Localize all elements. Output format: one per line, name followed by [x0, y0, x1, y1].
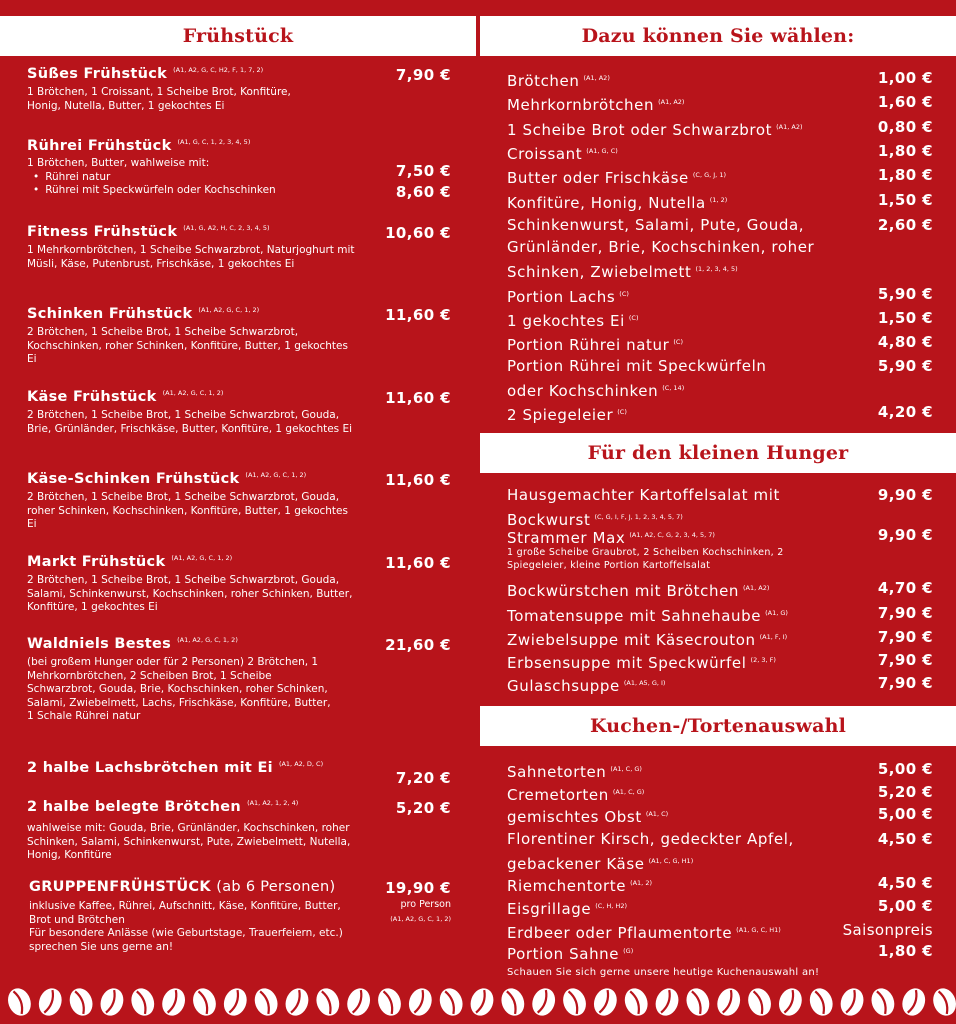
- allergen-codes: (A1, G, C, 1, 2, 3, 4, 5): [177, 138, 251, 146]
- item-name: Hausgemachter Kartoffelsalat mit Bockwurst: [507, 486, 780, 529]
- item-price: 1,50 €: [877, 309, 933, 327]
- item-price: 9,90 €: [877, 486, 933, 504]
- option-list: [33, 171, 457, 198]
- item-name: Strammer Max: [507, 529, 626, 547]
- allergen-codes: (A1, A2): [776, 123, 803, 131]
- allergen-codes: (A1, C): [645, 810, 669, 818]
- item-title: Süßes Frühstück: [27, 66, 168, 82]
- allergen-codes: (C, G, J, 1): [692, 171, 726, 179]
- coffee-bean-icon: [374, 985, 404, 1019]
- allergen-codes: (A1, A2, G, C, H2, F, 1, 7, 2): [173, 66, 264, 74]
- extras-header-title: Dazu können Sie wählen:: [581, 25, 855, 47]
- allergen-codes: (1, 2, 3, 4, 5): [695, 265, 738, 273]
- snack-item: [507, 672, 933, 697]
- small-hunger-header: [480, 433, 956, 473]
- item-name: Portion Rührei mit Speckwürfeln oder Kochschinken: [507, 357, 767, 400]
- coffee-bean-icon: [35, 985, 65, 1019]
- item-price: 4,50 €: [877, 830, 933, 848]
- item-title: Käse Frühstück: [27, 389, 157, 405]
- item-description: 2 Brötchen, 1 Scheibe Brot, 1 Scheibe Schwarzbrot, Gouda, roher Schinken, Kochschinken, Konfitüre, Butter, 1 gekochtes Ei: [27, 491, 348, 531]
- item-title: Markt Frühstück: [27, 554, 166, 570]
- item-price: 5,00 €: [877, 805, 933, 823]
- item-title: Waldniels Bestes: [27, 636, 172, 652]
- coffee-bean-icon: [652, 985, 682, 1019]
- cake-item: [507, 872, 933, 897]
- extras-header: [480, 16, 956, 56]
- item-price: 4,70 €: [877, 579, 933, 597]
- extra-item: [507, 116, 933, 141]
- item-price: 1,80 €: [877, 942, 933, 960]
- item-name: Schinkenwurst, Salami, Pute, Gouda, Grünländer, Brie, Kochschinken, roher Schinken, Zwiebelmett: [507, 216, 815, 281]
- coffee-bean-icon: [344, 985, 374, 1019]
- cake-item: [507, 803, 933, 828]
- coffee-bean-icon: [4, 985, 34, 1019]
- extra-item: [507, 140, 933, 165]
- item-name: 1 gekochtes Ei: [507, 312, 625, 330]
- item-price: 5,90 €: [877, 285, 933, 303]
- cake-item: [507, 828, 933, 875]
- item-title: 2 halbe Lachsbrötchen mit Ei: [27, 760, 273, 776]
- allergen-codes: (A1, A2, C, G, 2, 3, 4, 5, 7): [629, 531, 715, 539]
- allergen-codes: (A1, A2, 1, 2, 4): [247, 799, 299, 807]
- item-price: 1,50 €: [877, 191, 933, 209]
- item-price: 4,50 €: [877, 874, 933, 892]
- cakes-header: [480, 706, 956, 746]
- item-name: Erbsensuppe mit Speckwürfel: [507, 654, 747, 672]
- breakfast-item: [27, 636, 457, 724]
- coffee-bean-icon: [313, 985, 343, 1019]
- item-price: 11,60 €: [385, 306, 451, 324]
- allergen-codes: (A1, A2, D, C): [278, 760, 324, 768]
- small-hunger-title: Für den kleinen Hunger: [587, 442, 849, 464]
- item-price: 7,90 €: [395, 66, 451, 84]
- breakfast-item: [27, 471, 457, 532]
- cake-item: [507, 895, 933, 920]
- allergen-codes: (C, H, H2): [595, 902, 627, 910]
- extra-item: [507, 401, 933, 426]
- coffee-bean-icon: [899, 985, 929, 1019]
- allergen-codes: (C): [673, 338, 683, 346]
- extra-item: [507, 355, 933, 402]
- item-price: 4,80 €: [877, 333, 933, 351]
- item-price: 1,80 €: [877, 142, 933, 160]
- item-description: 2 Brötchen, 1 Scheibe Brot, 1 Scheibe Schwarzbrot, Gouda, Brie, Grünländer, Frischkäse, Butter, Konfitüre, 1 gekochtes Ei: [27, 409, 353, 435]
- item-description: 1 Mehrkornbrötchen, 1 Scheibe Schwarzbrot, Naturjoghurt mit Müsli, Käse, Putenbrust, Frischkäse, 1 gekochtes Ei: [27, 244, 355, 270]
- option-item: • Rührei natur: [33, 171, 457, 185]
- coffee-bean-icon: [621, 985, 651, 1019]
- coffee-bean-icon: [251, 985, 281, 1019]
- group-note: Für besondere Anlässe (wie Geburtstage, Trauerfeiern, etc.) sprechen Sie uns gerne an!: [29, 927, 343, 953]
- extra-item: [507, 307, 933, 332]
- item-price: 1,00 €: [877, 69, 933, 87]
- cake-item: [507, 940, 933, 965]
- coffee-bean-icon: [929, 985, 956, 1019]
- item-price: 1,60 €: [877, 93, 933, 111]
- coffee-bean-icon: [559, 985, 589, 1019]
- option-price: 7,50 €: [395, 162, 451, 180]
- item-name: Portion Lachs: [507, 288, 616, 306]
- item-name: Croissant: [507, 145, 583, 163]
- item-title: 2 halbe belegte Brötchen: [27, 799, 242, 815]
- coffee-bean-icon: [66, 985, 96, 1019]
- item-name: Tomatensuppe mit Sahnehaube: [507, 607, 762, 625]
- allergen-codes: (A1, A2): [743, 584, 770, 592]
- item-name: Portion Sahne: [507, 945, 620, 963]
- coffee-bean-border: [0, 984, 956, 1024]
- coffee-bean-icon: [529, 985, 559, 1019]
- extra-item: [507, 189, 933, 214]
- allergen-codes: (A1, A2, G, C, 1, 2): [245, 471, 307, 479]
- item-price: 5,00 €: [877, 760, 933, 778]
- allergen-codes: (A1, A2, G, C, 1, 2): [177, 636, 238, 644]
- item-description: 1 Brötchen, 1 Croissant, 1 Scheibe Brot, Konfitüre, Honig, Nutella, Butter, 1 gekochtes Ei: [27, 86, 291, 112]
- breakfast-item: [27, 66, 457, 113]
- breakfast-header-title: Frühstück: [182, 25, 294, 47]
- item-title: Rührei Frühstück: [27, 138, 172, 154]
- coffee-bean-icon: [158, 985, 188, 1019]
- coffee-bean-icon: [775, 985, 805, 1019]
- allergen-codes: (1, 2): [709, 196, 728, 204]
- allergen-codes: (C): [628, 314, 639, 322]
- cake-item: [507, 758, 933, 783]
- item-name: 2 Spiegeleier: [507, 406, 614, 424]
- group-breakfast: [29, 879, 459, 954]
- coffee-bean-icon: [868, 985, 898, 1019]
- coffee-bean-icon: [282, 985, 312, 1019]
- coffee-bean-icon: [806, 985, 836, 1019]
- item-price: 5,00 €: [877, 897, 933, 915]
- allergen-codes: (A1, G, C, H1): [736, 926, 781, 934]
- item-description: 2 Brötchen, 1 Scheibe Brot, 1 Scheibe Schwarzbrot, Kochschinken, roher Schinken, Konfitüre, Butter, 1 gekochtes Ei: [27, 326, 348, 366]
- extra-item: [507, 214, 933, 283]
- item-name: Portion Rührei natur: [507, 336, 670, 354]
- allergen-codes: (C): [617, 408, 627, 416]
- allergen-codes: (A1, A2, G, C, 1, 2): [171, 554, 233, 562]
- item-price: 7,90 €: [877, 674, 933, 692]
- allergen-codes: (G): [623, 947, 634, 955]
- coffee-bean-icon: [189, 985, 219, 1019]
- item-title: Käse-Schinken Frühstück: [27, 471, 240, 487]
- extra-item: [507, 67, 933, 92]
- group-description: inklusive Kaffee, Rührei, Aufschnitt, Käse, Konfitüre, Butter, Brot und Brötchen: [29, 900, 341, 926]
- allergen-codes: (A1, C, G): [612, 788, 645, 796]
- breakfast-item: [27, 389, 457, 436]
- coffee-bean-icon: [744, 985, 774, 1019]
- group-title: GRUPPENFRÜHSTÜCK: [29, 879, 211, 895]
- item-price: 10,60 €: [385, 224, 451, 242]
- item-description: wahlweise mit: Gouda, Brie, Grünländer, Kochschinken, roher Schinken, Salami, Schinkenwurst, Pute, Zwiebelmett, Nutella, Honig, Konfitüre: [27, 822, 351, 862]
- item-price: 7,90 €: [877, 628, 933, 646]
- item-name: Gulaschsuppe: [507, 677, 620, 695]
- item-name: Florentiner Kirsch, gedeckter Apfel, gebackener Käse: [507, 830, 794, 873]
- allergen-codes: (A1, G, A2, H, C, 2, 3, 4, 5): [183, 224, 270, 232]
- item-description: 1 Brötchen, Butter, wahlweise mit:: [27, 157, 210, 169]
- coffee-bean-icon: [405, 985, 435, 1019]
- item-price: 2,60 €: [877, 216, 933, 234]
- allergen-codes: (C, G, I, F, J, 1, 2, 3, 4, 5, 7): [594, 513, 683, 521]
- group-per-person: pro Person: [400, 899, 451, 910]
- item-name: Zwiebelsuppe mit Käsecrouton: [507, 631, 756, 649]
- allergen-codes: (A1, G): [765, 609, 788, 617]
- allergen-codes: (A1, C, G): [610, 765, 642, 773]
- item-price: 5,90 €: [877, 357, 933, 375]
- snack-item: [507, 577, 933, 602]
- item-price: 11,60 €: [385, 389, 451, 407]
- item-name: Bockwürstchen mit Brötchen: [507, 582, 740, 600]
- item-name: Konfitüre, Honig, Nutella: [507, 194, 706, 212]
- item-description: 2 Brötchen, 1 Scheibe Brot, 1 Scheibe Schwarzbrot, Gouda, Salami, Schinkenwurst, Kochschinken, roher Schinken, Butter, Konfitüre, 1 gekochtes Ei: [27, 574, 353, 614]
- extra-item: [507, 164, 933, 189]
- snack-description: 1 große Scheibe Graubrot, 2 Scheiben Kochschinken, 2 Spiegeleier, kleine Portion Kartoffelsalat: [507, 547, 784, 571]
- item-price: 0,80 €: [877, 118, 933, 136]
- coffee-bean-icon: [590, 985, 620, 1019]
- allergen-codes: (2, 3, F): [750, 656, 776, 664]
- extra-item: [507, 91, 933, 116]
- group-subtitle: (ab 6 Personen): [216, 879, 336, 895]
- allergen-codes: (A1, A2): [583, 74, 610, 82]
- allergen-codes: (A1, G, C): [586, 147, 618, 155]
- coffee-bean-icon: [128, 985, 158, 1019]
- option-price: 8,60 €: [395, 183, 451, 201]
- item-price: 11,60 €: [385, 554, 451, 572]
- item-name: gemischtes Obst: [507, 808, 642, 826]
- item-price: 7,90 €: [877, 604, 933, 622]
- extra-item: [507, 283, 933, 308]
- item-price: 9,90 €: [877, 526, 933, 544]
- snack-item: [507, 602, 933, 627]
- item-price: 1,80 €: [877, 166, 933, 184]
- allergen-codes: (A1, F, I): [759, 633, 788, 641]
- group-codes: (A1, A2, G, C, 1, 2): [390, 915, 451, 923]
- item-title: Fitness Frühstück: [27, 224, 178, 240]
- extra-item: [507, 331, 933, 356]
- coffee-bean-icon: [436, 985, 466, 1019]
- allergen-codes: (A1, 2): [630, 879, 652, 887]
- cake-note: Schauen Sie sich gerne unsere heutige Kuchenauswahl an!: [507, 967, 820, 978]
- allergen-codes: (A1, A2, G, C, 1, 2): [198, 306, 260, 314]
- item-price: 11,60 €: [385, 471, 451, 489]
- item-name: Cremetorten: [507, 786, 609, 804]
- allergen-codes: (A1, A2): [658, 98, 685, 106]
- breakfast-item: [27, 306, 457, 367]
- item-price: Saisonpreis: [842, 921, 933, 939]
- item-price: 7,20 €: [395, 769, 451, 787]
- allergen-codes: (C): [619, 290, 629, 298]
- item-name: Mehrkornbrötchen: [507, 96, 655, 114]
- item-name: Brötchen: [507, 72, 580, 90]
- coffee-bean-icon: [97, 985, 127, 1019]
- item-name: Riemchentorte: [507, 877, 627, 895]
- item-price: 7,90 €: [877, 651, 933, 669]
- allergen-codes: (A1, A5, G, I): [623, 679, 666, 687]
- snack-item: [507, 649, 933, 674]
- item-name: Erdbeer oder Pflaumentorte: [507, 924, 733, 942]
- item-price: 21,60 €: [385, 636, 451, 654]
- item-title: Schinken Frühstück: [27, 306, 193, 322]
- item-price: 5,20 €: [395, 799, 451, 817]
- group-price: 19,90 €: [385, 879, 451, 897]
- breakfast-item: [27, 760, 457, 787]
- coffee-bean-icon: [837, 985, 867, 1019]
- item-name: Eisgrillage: [507, 900, 592, 918]
- snack-item: [507, 626, 933, 651]
- coffee-bean-icon: [467, 985, 497, 1019]
- option-item: • Rührei mit Speckwürfeln oder Kochschinken: [33, 184, 457, 198]
- item-name: 1 Scheibe Brot oder Schwarzbrot: [507, 121, 773, 139]
- item-price: 5,20 €: [877, 783, 933, 801]
- allergen-codes: (C, 14): [662, 384, 685, 392]
- breakfast-item: [27, 554, 457, 615]
- allergen-codes: (A1, C, G, H1): [648, 857, 694, 865]
- coffee-bean-icon: [498, 985, 528, 1019]
- breakfast-header: [0, 16, 476, 56]
- coffee-bean-icon: [683, 985, 713, 1019]
- item-name: Butter oder Frischkäse: [507, 169, 689, 187]
- breakfast-item: [27, 138, 457, 201]
- breakfast-item: [27, 799, 457, 863]
- cakes-title: Kuchen-/Tortenauswahl: [589, 715, 847, 737]
- allergen-codes: (A1, A2, G, C, 1, 2): [162, 389, 224, 397]
- item-price: 4,20 €: [877, 403, 933, 421]
- coffee-bean-icon: [714, 985, 744, 1019]
- item-description: (bei großem Hunger oder für 2 Personen) 2 Brötchen, 1 Mehrkornbrötchen, 2 Scheiben Brot, 1 Scheibe Schwarzbrot, Gouda, Brie, Kochschinken, roher Schinken, Salami, Zwiebelmett, Lachs, Frischkäse, Konfitüre, Butter, 1 Schale Rührei natur: [27, 656, 331, 723]
- breakfast-item: [27, 224, 457, 271]
- coffee-bean-icon: [220, 985, 250, 1019]
- item-name: Sahnetorten: [507, 763, 607, 781]
